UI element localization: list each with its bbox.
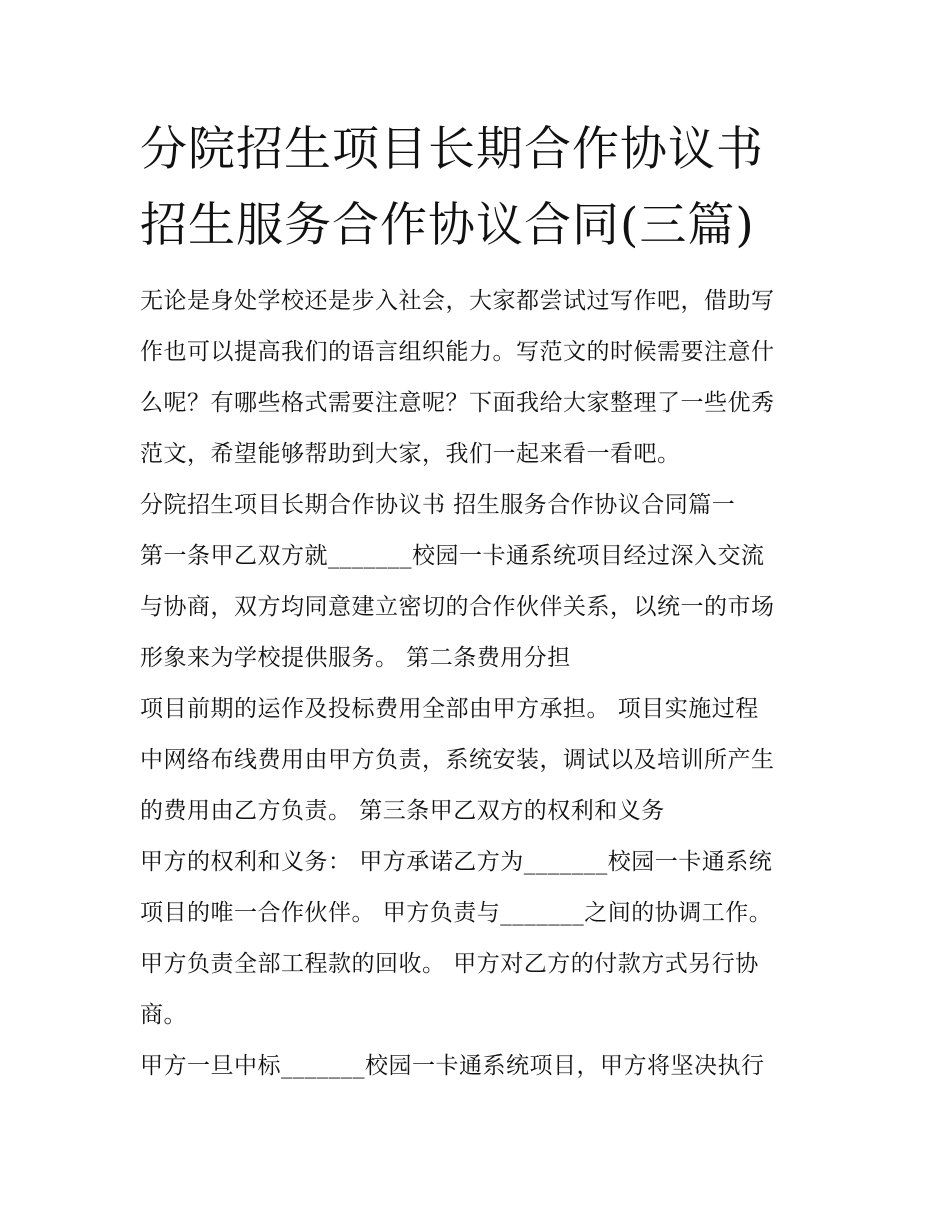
body-line: 中网络布线费用由甲方负责，系统安装，调试以及培训所产生 <box>140 747 775 773</box>
body-line: 项目的唯一合作伙伴。 甲方负责与_______之间的协调工作。 <box>140 900 773 926</box>
body-line: 形象来为学校提供服务。 第二条费用分担 <box>140 645 571 671</box>
body-line: 与协商，双方均同意建立密切的合作伙伴关系，以统一的市场 <box>140 594 775 620</box>
body-line: 无论是身处学校还是步入社会，大家都尝试过写作吧，借助写 <box>140 288 775 314</box>
body-line: 甲方的权利和义务： 甲方承诺乙方为_______校园一卡通系统 <box>140 849 773 875</box>
body-line: 甲方一旦中标_______校园一卡通系统项目，甲方将坚决执行 <box>140 1053 765 1079</box>
section-heading: 分院招生项目长期合作协议书 招生服务合作协议合同篇一 <box>140 492 736 518</box>
body-line: 第一条甲乙双方就_______校园一卡通系统项目经过深入交流 <box>140 543 765 569</box>
body-line: 作也可以提高我们的语言组织能力。写范文的时候需要注意什 <box>140 339 775 365</box>
title-line-2: 招生服务合作协议合同(三篇) <box>140 198 755 253</box>
body-line: 商。 <box>140 1002 187 1028</box>
body-line: 的费用由乙方负责。 第三条甲乙双方的权利和义务 <box>140 798 665 824</box>
document-title <box>140 112 830 264</box>
body-line: 范文，希望能够帮助到大家，我们一起来看一看吧。 <box>140 441 681 467</box>
title-line-1: 分院招生项目长期合作协议书 <box>140 122 764 177</box>
body-line: 项目前期的运作及投标费用全部由甲方承担。 项目实施过程 <box>140 696 759 722</box>
document-body <box>140 276 820 1092</box>
body-line: 么呢？有哪些格式需要注意呢？下面我给大家整理了一些优秀 <box>140 390 775 416</box>
body-line: 甲方负责全部工程款的回收。 甲方对乙方的付款方式另行协 <box>140 951 759 977</box>
